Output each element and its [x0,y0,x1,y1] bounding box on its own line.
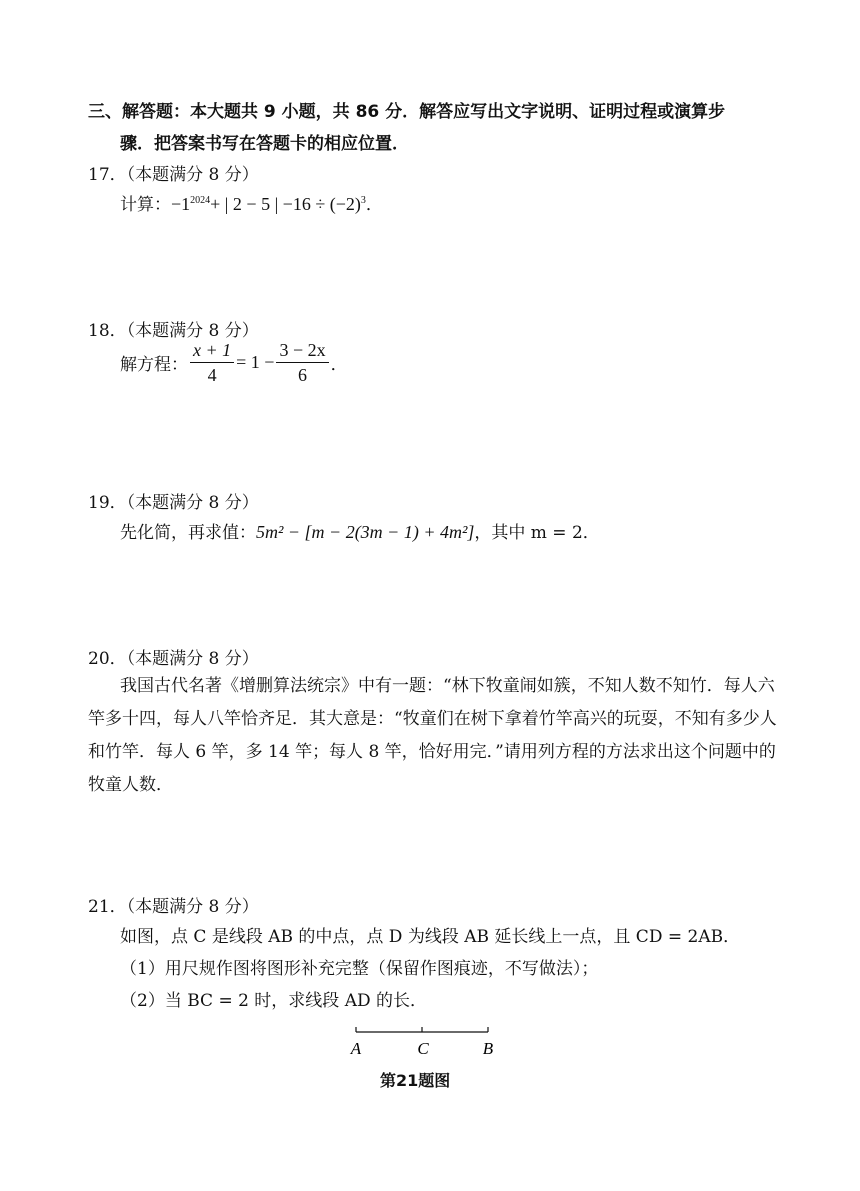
q19-end: ． [582,523,600,543]
q18-end: ． [330,355,348,375]
q18-header [88,316,259,341]
q19-body [120,518,600,543]
q17-body [120,190,383,215]
q19-prompt: 先化简，再求值： [120,523,256,543]
q20-text: 我国古代名著《增删算法统宗》中有一题：“林下牧童闹如簇，不知人数不知竹．每人六竿多十四，每人八竿恰齐足．其大意是：“牧童们在树下拿着竹竿高兴的玩耍，不知有多少人和竹竿．每人 6 竿，多 14 竿；每人 8 竿，恰好用完．”请用列方程的方法求出这个问题中的牧童人数． [88,676,777,795]
point-c-label: C [417,1039,429,1058]
q19-condition: ，其中 m = 2 [474,523,583,543]
q19-header [88,488,259,513]
q17-header [88,160,259,185]
section-heading [88,96,788,160]
q18-body [120,340,348,385]
q21-score: （本题满分 8 分） [126,897,259,917]
q17-expression: $-1^{2024}+$ | 2 − 5 | $-16 \div (-2)^3$ [171,194,366,214]
q21-figure [340,1018,510,1063]
q20-score: （本题满分 8 分） [126,649,259,669]
point-a-label: A [350,1039,362,1058]
q19-expression: 5m² − [m − 2(3m − 1) + 4m²] [256,522,475,542]
q21-stem: 如图，点 C 是线段 AB 的中点，点 D 为线段 AB 延长线上一点，且 CD = 2AB． [120,927,741,947]
section-heading-line2: 骤．把答案书写在答题卡的相应位置． [120,134,409,154]
q21-header [88,892,259,917]
q18-middle: = 1 − [236,352,275,372]
q21-part2: （2）当 BC = 2 时，求线段 AD 的长． [120,991,428,1011]
q20-number: 20． [88,649,127,669]
q21-figure-caption: 第21题图 [380,1071,451,1090]
q17-number: 17． [88,165,127,185]
q17-prompt: 计算： [120,195,171,215]
q17-end: ． [365,195,383,215]
q18-prompt: 解方程： [120,355,188,375]
q21-number: 21． [88,897,127,917]
q18-fraction-right: $\frac{3 - 2x}{6}$ [276,340,328,385]
point-b-label: B [482,1039,494,1058]
q19-score: （本题满分 8 分） [126,493,259,513]
q21-part1: （1）用尺规作图将图形补充完整（保留作图痕迹，不写做法）； [120,959,599,979]
q19-number: 19． [88,493,127,513]
q18-number: 18． [88,321,127,341]
q18-score: （本题满分 8 分） [126,321,259,341]
q17-score: （本题满分 8 分） [126,165,259,185]
section-heading-line1: 三、解答题：本大题共 9 小题，共 86 分．解答应写出文字说明、证明过程或演算步 [88,102,726,122]
q18-fraction-left: $\frac{x + 1}{4}$ [190,340,234,385]
q20-header [88,644,259,669]
